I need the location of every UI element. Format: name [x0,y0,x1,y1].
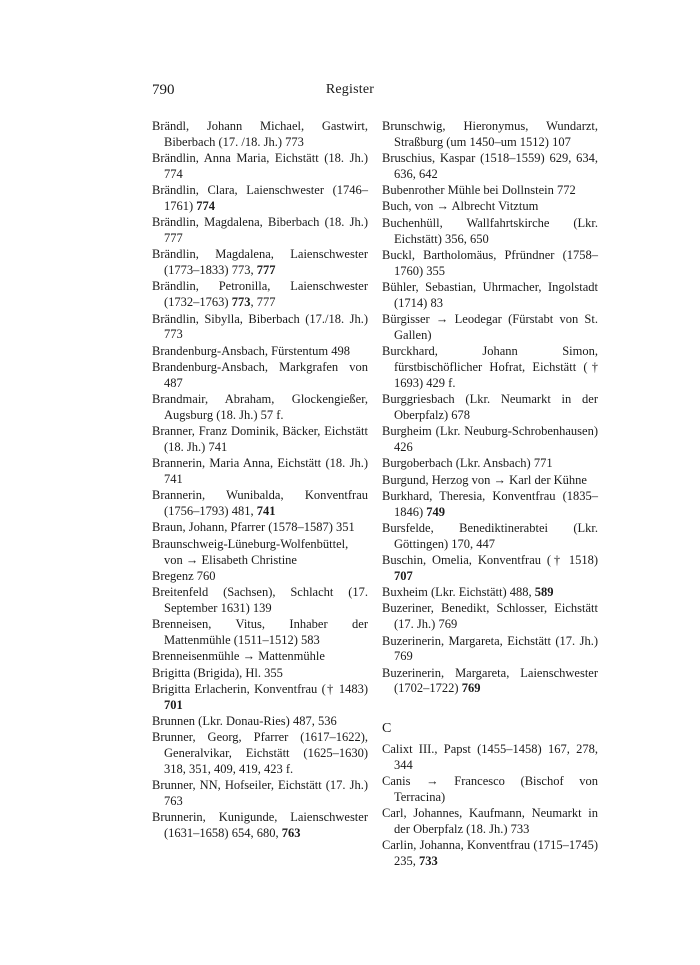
index-entry: Brändlin, Sibylla, Biberbach (17./18. Jh.) 773 [152,311,368,342]
index-entry: Carl, Johannes, Kaufmann, Neumarkt in der Oberpfalz (18. Jh.) 733 [382,806,598,836]
index-entry: Burkhard, Theresia, Konventfrau (1835–1846) 749 [382,488,598,519]
index-entry: Brandenburg-Ansbach, Fürstentum 498 [152,343,351,358]
index-entry: Buzeriner, Benedikt, Schlosser, Eichstätt (17. Jh.) 769 [382,601,598,632]
index-entry: Buschin, Omelia, Konventfrau († 1518) 707 [382,553,598,583]
index-entry: Bursfelde, Benediktinerabtei (Lkr. Göttingen) 170, 447 [382,520,598,551]
running-head: Register [325,82,375,97]
index-entry: Buxheim (Lkr. Eichstätt) 488, 589 [382,585,554,600]
index-entry: Bubenrother Mühle bei Dollnstein 772 [382,183,576,198]
index-entry: Brändlin, Magdalena, Biberbach (18. Jh.) 777 [152,215,368,246]
section-c-entries [382,742,598,870]
index-entry: Burggriesbach (Lkr. Neumarkt in der Oberpfalz) 678 [382,392,598,422]
index-entry: Branner, Franz Dominik, Bäcker, Eichstätt (18. Jh.) 741 [152,424,368,454]
page-number: 790 [152,82,175,98]
index-entry: Braunschweig-Lüneburg-Wolfenbüttel, von → Elisabeth Christine [152,536,349,567]
index-entry: Brändlin, Magdalena, Laienschwester (1773–1833) 773, 777 [152,247,368,278]
index-entry: Brunner, Georg, Pfarrer (1617–1622), Generalvikar, Eichstätt (1625–1630) 318, 351, 409, 419, 423 f. [152,730,368,776]
index-entry: Buchenhüll, Wallfahrtskirche (Lkr. Eichstätt) 356, 650 [382,215,598,246]
section-heading-c: C [382,721,392,737]
index-entry: Bregenz 760 [152,568,216,583]
index-entry: Calixt III., Papst (1455–1458) 167, 278, 344 [382,741,598,772]
index-entry: Brunnerin, Kunigunde, Laienschwester (1631–1658) 654, 680, 763 [152,810,368,841]
index-entry: Brandenburg-Ansbach, Markgrafen von 487 [152,359,368,390]
right-column-entries [382,119,598,697]
index-entry: Brandmair, Abraham, Glockengießer, Augsburg (18. Jh.) 57 f. [152,392,368,422]
index-entry: Brenneisenmühle → Mattenmühle [152,649,325,664]
index-entry: Breitenfeld (Sachsen), Schlacht (17. September 1631) 139 [152,585,368,615]
index-entry: Brigitta Erlacherin, Konventfrau († 1483) 701 [152,681,368,712]
index-entry: Brändl, Johann Michael, Gastwirt, Biberbach (17. /18. Jh.) 773 [152,119,368,149]
left-column [152,119,368,842]
index-entry: Brigitta (Brigida), Hl. 355 [152,665,283,680]
index-entry: Brändlin, Clara, Laienschwester (1746–1761) 774 [152,183,368,213]
index-entry: Brändlin, Petronilla, Laienschwester (1732–1763) 773, 777 [152,279,368,310]
index-entry: Buch, von → Albrecht Vitztum [382,199,539,214]
index-entry: Canis → Francesco (Bischof von Terracina) [382,774,598,804]
index-entry: Buzerinerin, Margareta, Eichstätt (17. Jh.) 769 [382,633,598,664]
index-entry: Brannerin, Maria Anna, Eichstätt (18. Jh.) 741 [152,456,368,487]
index-entry: Bürgisser → Leodegar (Fürstabt von St. Gallen) [382,312,598,342]
index-entry: Brunnen (Lkr. Donau-Ries) 487, 536 [152,713,337,728]
index-entry: Burgoberbach (Lkr. Ansbach) 771 [382,456,553,471]
index-entry: Bühler, Sebastian, Uhrmacher, Ingolstadt (1714) 83 [382,279,598,310]
index-entry: Brunschwig, Hieronymus, Wundarzt, Straßburg (um 1450–um 1512) 107 [382,119,598,149]
index-entry: Burgund, Herzog von → Karl der Kühne [382,472,587,487]
index-entry: Buckl, Bartholomäus, Pfründner (1758–1760) 355 [382,247,598,278]
index-entry: Brenneisen, Vitus, Inhaber der Mattenmühle (1511–1512) 583 [152,617,368,647]
index-entry: Carlin, Johanna, Konventfrau (1715–1745) 235, 733 [382,838,598,869]
index-entry: Brändlin, Anna Maria, Eichstätt (18. Jh.) 774 [152,151,368,181]
index-entry: Burgheim (Lkr. Neuburg-Schrobenhausen) 426 [382,424,598,454]
index-entry: Brannerin, Wunibalda, Konventfrau (1756–1793) 481, 741 [152,488,368,519]
index-entry: Braun, Johann, Pfarrer (1578–1587) 351 [152,520,355,535]
index-entry: Brunner, NN, Hofseiler, Eichstätt (17. Jh.) 763 [152,778,368,808]
index-entry: Bruschius, Kaspar (1518–1559) 629, 634, 636, 642 [382,151,598,181]
right-column [382,119,598,870]
index-entry: Buzerinerin, Margareta, Laienschwester (1702–1722) 769 [382,665,598,696]
index-entry: Burckhard, Johann Simon, fürstbischöflicher Hofrat, Eichstätt († 1693) 429 f. [382,344,598,390]
